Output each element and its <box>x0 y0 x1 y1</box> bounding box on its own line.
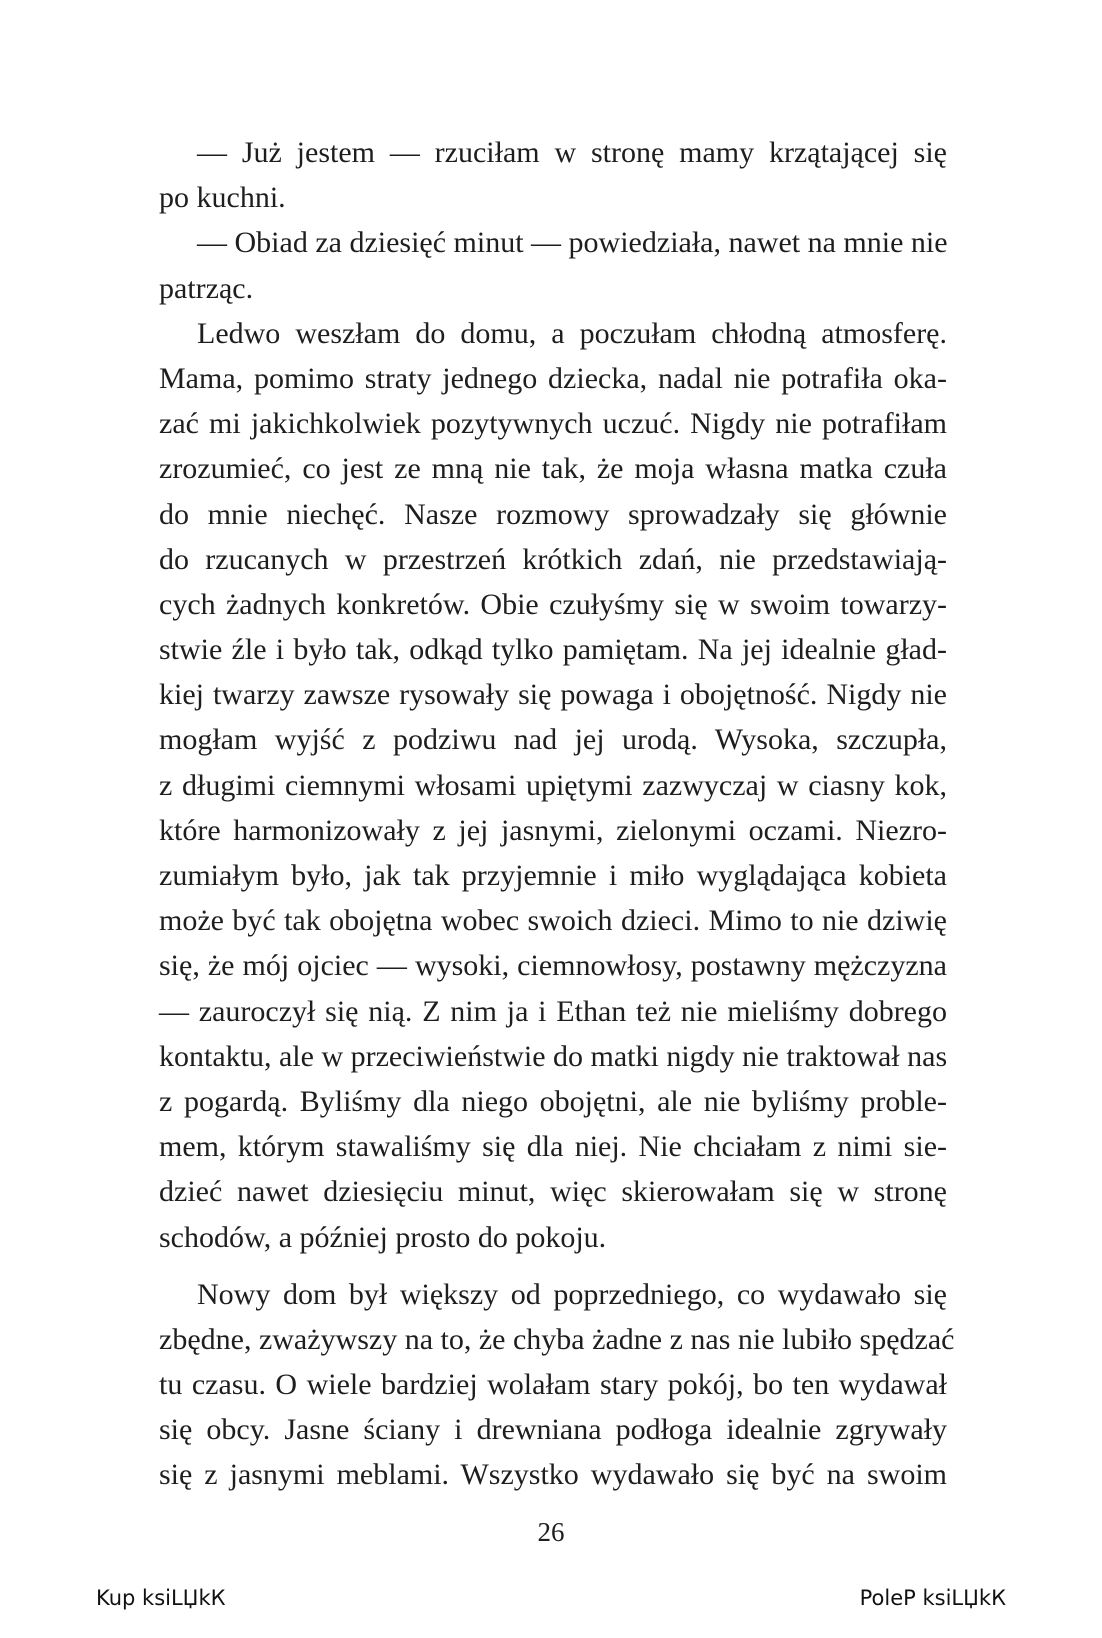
text-line: — zauroczył się nią. Z nim ja i Ethan też nie mieliśmy dobrego <box>159 994 947 1028</box>
text-line: Mama, pomimo straty jednego dziecka, nadal nie potrafiła oka- <box>159 361 947 395</box>
text-line: się obcy. Jasne ściany i drewniana podłoga idealnie zgrywały <box>159 1413 947 1447</box>
text-line: się z jasnymi meblami. Wszystko wydawało się być na swoim <box>159 1458 947 1492</box>
text-line: dzieć nawet dziesięciu minut, więc skierowałam się w stronę <box>159 1175 947 1209</box>
page-number: 26 <box>537 1517 565 1547</box>
text-line: mogłam wyjść z podziwu nad jej urodą. Wysoka, szczupła, <box>159 723 947 757</box>
text-line: — Obiad za dziesięć minut — powiedziała, nawet na mnie nie <box>197 226 948 260</box>
text-line: po kuchni. <box>159 181 286 215</box>
text-line: kiej twarzy zawsze rysowały się powaga i obojętność. Nigdy nie <box>159 678 947 712</box>
text-line: do rzucanych w przestrzeń krótkich zdań, nie przedstawiają- <box>159 542 947 576</box>
text-line: — Już jestem — rzuciłam w stronę mamy krzątającej się <box>197 136 947 169</box>
text-line: patrząc. <box>159 271 254 305</box>
body-text <box>159 130 955 1498</box>
text-line: z pogardą. Byliśmy dla niego obojętni, ale nie byliśmy proble- <box>159 1084 947 1118</box>
text-line: się, że mój ojciec — wysoki, ciemnowłosy, postawny mężczyzna <box>159 949 947 983</box>
text-line: zać mi jakichkolwiek pozytywnych uczuć. Nigdy nie potrafiłam <box>159 407 947 441</box>
text-line: do mnie niechęć. Nasze rozmowy sprowadzały się głównie <box>159 497 947 531</box>
text-line: schodów, a później prosto do pokoju. <box>159 1220 607 1254</box>
text-line: zumiałym było, jak tak przyjemnie i miło wyglądająca kobieta <box>159 859 947 892</box>
text-line: które harmonizowały z jej jasnymi, zielonymi oczami. Niezro- <box>159 813 947 847</box>
text-line: Ledwo weszłam do domu, a poczułam chłodną atmosferę. <box>197 316 947 350</box>
text-line: z długimi ciemnymi włosami upiętymi zazwyczaj w ciasny kok, <box>159 768 947 802</box>
text-line: zbędne, zważywszy na to, że chyba żadne z nas nie lubiło spędzać <box>159 1322 955 1356</box>
recommend-book-link[interactable]: PoleР ksiLЏkК <box>859 1586 1006 1610</box>
buy-book-link[interactable]: Kup ksiLЏkК <box>96 1586 226 1610</box>
text-line: może być tak obojętna wobec swoich dzieci. Mimo to nie dziwię <box>159 904 947 938</box>
text-line: kontaktu, ale w przeciwieństwie do matki nigdy nie traktował nas <box>159 1039 948 1073</box>
text-line: zrozumieć, co jest ze mną nie tak, że moja własna matka czuła <box>159 452 947 486</box>
text-line: stwie źle i było tak, odkąd tylko pamiętam. Na jej idealnie gład- <box>159 633 947 667</box>
paragraph-gap <box>159 1260 947 1272</box>
text-line: cych żadnych konkretów. Obie czułyśmy się w swoim towarzy- <box>159 587 947 621</box>
text-line: Nowy dom był większy od poprzedniego, co wydawało się <box>197 1277 947 1311</box>
text-line: mem, którym stawaliśmy się dla niej. Nie chciałam z nimi sie- <box>159 1130 947 1164</box>
text-line: tu czasu. O wiele bardziej wolałam stary pokój, bo ten wydawał <box>159 1368 947 1402</box>
